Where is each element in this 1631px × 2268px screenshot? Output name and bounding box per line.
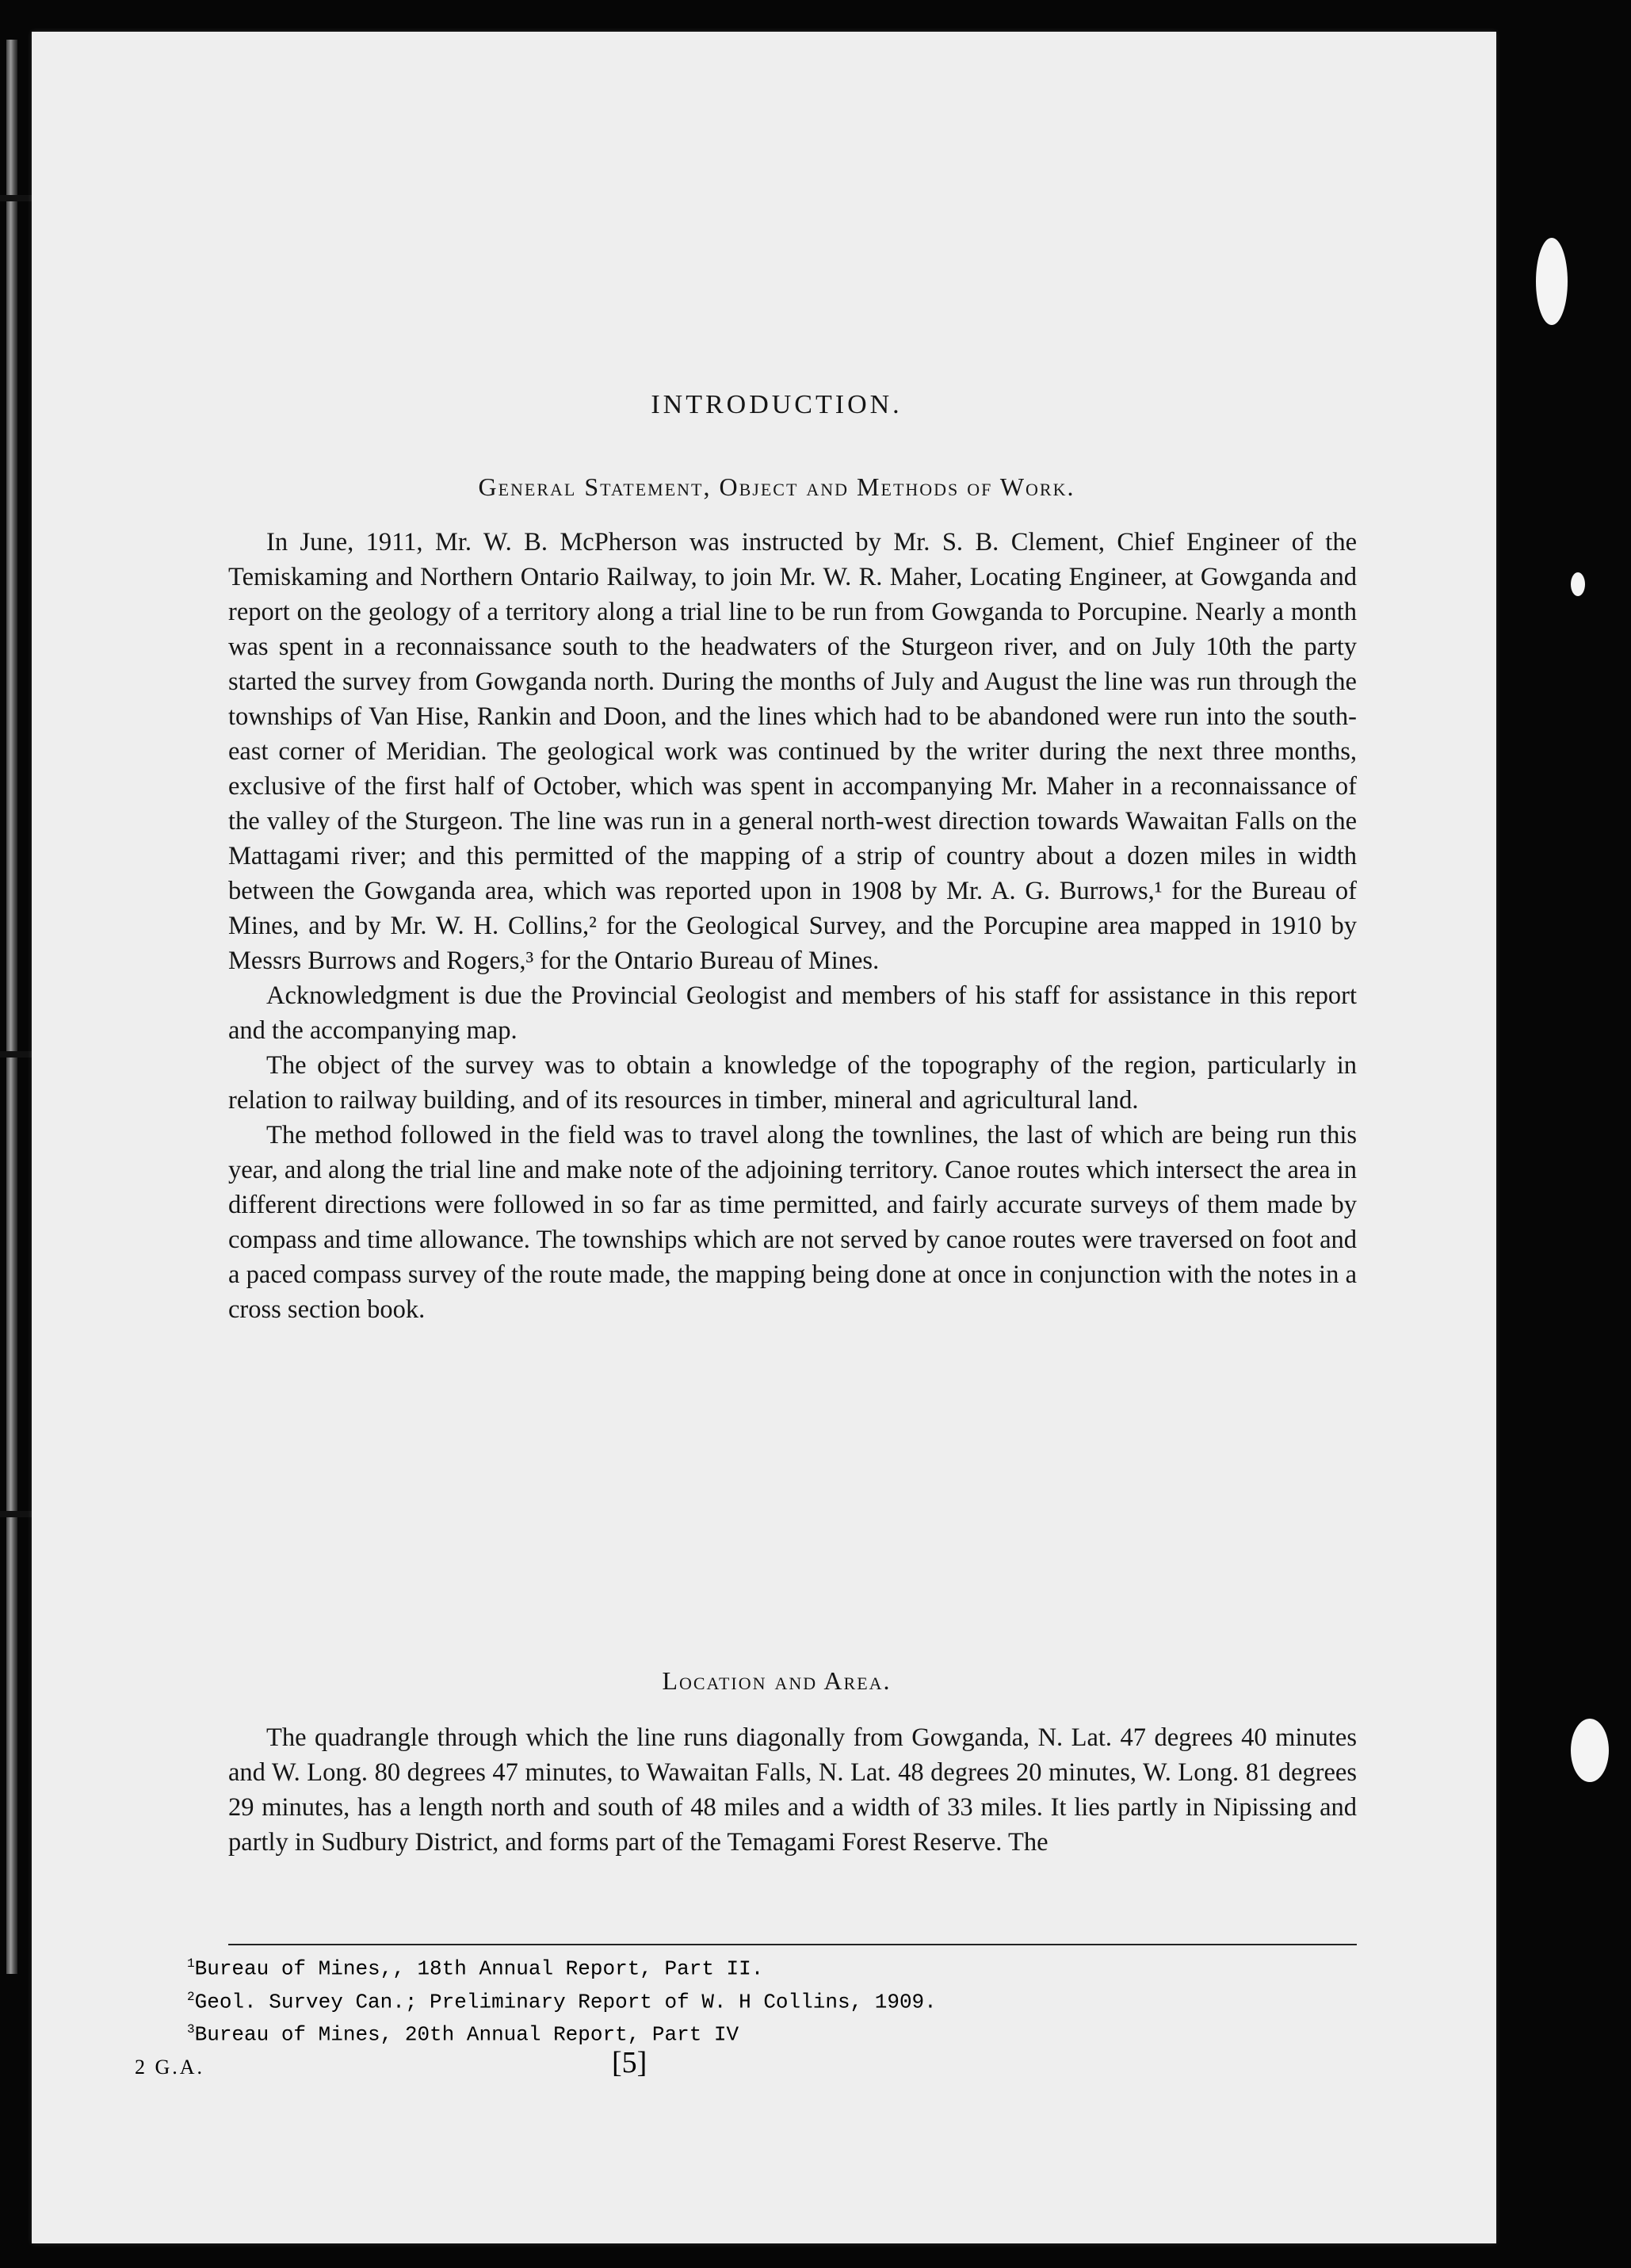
paper-speck xyxy=(1571,1719,1609,1782)
binding-clip xyxy=(0,1511,32,1517)
footnote-text: Bureau of Mines,, 18th Annual Report, Part II. xyxy=(194,1956,764,1981)
footnote-mark: 2 xyxy=(187,1989,195,2004)
footnotes xyxy=(187,1950,1138,2049)
paper-speck xyxy=(1571,572,1585,596)
section-heading-general-statement: General Statement, Object and Methods of Work. xyxy=(478,472,1075,501)
paragraph: In June, 1911, Mr. W. B. McPherson was instructed by Mr. S. B. Clement, Chief Engineer of the Temiskaming and Northern Ontario Railway, to join Mr. W. R. Maher, Locating Engineer, at Gowganda and report on the geology of a territory along a trial line to be run from Gowganda to Porcupine. Nearly a month was spent in a reconnaissance south to the headwaters of the Sturgeon river, and on July 10th the party started the survey from Gowganda north. During the months of July and August the line was run through the townships of Van Hise, Rankin and Doon, and the lines which had to be abandoned were run into the south-east corner of Meridian. The geological work was continued by the writer during the next three months, exclusive of the first half of October, which was spent in accompanying Mr. Maher in a reconnaissance of the valley of the Sturgeon. The line was run in a general north-west direction towards Wawaitan Falls on the Mattagami river; and this permitted of the mapping of a strip of country about a dozen miles in width between the Gowganda area, which was reported upon in 1908 by Mr. A. G. Burrows,¹ for the Bureau of Mines, and by Mr. W. H. Collins,² for the Geological Survey, and the Porcupine area mapped in 1910 by Messrs Burrows and Rogers,³ for the Ontario Bureau of Mines. xyxy=(228,528,1357,975)
page-number: [5] xyxy=(612,2046,647,2079)
binding-clip xyxy=(0,1051,32,1058)
page-binding-edge xyxy=(6,40,17,1974)
section-body-location-and-area xyxy=(228,1720,1357,1860)
footnote xyxy=(187,2016,1138,2049)
footnote-mark: 1 xyxy=(187,1956,195,1971)
footnote-text: Bureau of Mines, 20th Annual Report, Part IV xyxy=(194,2022,739,2047)
footnote xyxy=(187,1950,1138,1983)
footnote-divider xyxy=(228,1944,1357,1945)
document-page xyxy=(32,32,1496,2243)
paragraph: The quadrangle through which the line runs diagonally from Gowganda, N. Lat. 47 degrees 40 minutes and W. Long. 80 degrees 47 minutes, to Wawaitan Falls, N. Lat. 48 degrees 20 minutes, W. Long. 81 degrees 29 minutes, has a length north and south of 48 miles and a width of 33 miles. It lies partly in Nipissing and partly in Sudbury District, and forms part of the Temagami Forest Reserve. The xyxy=(228,1723,1357,1857)
footnote xyxy=(187,1983,1138,2017)
paragraph: The method followed in the field was to travel along the townlines, the last of which are being run this year, and along the trial line and make note of the adjoining territory. Canoe routes which intersect the area in different directions were followed in so far as time permitted, and fairly accurate surveys of them made by compass and time allowance. The townships which are not served by canoe routes were traversed on foot and a paced compass survey of the route made, the mapping being done at once in conjunction with the notes in a cross section book. xyxy=(228,1121,1357,1324)
printer-signature: 2 G.A. xyxy=(135,2056,205,2079)
section-body-general-statement xyxy=(228,525,1357,1327)
footnote-mark: 3 xyxy=(187,2022,195,2037)
paragraph: Acknowledgment is due the Provincial Geologist and members of his staff for assistance in this report and the accompanying map. xyxy=(228,981,1357,1045)
paragraph: The object of the survey was to obtain a knowledge of the topography of the region, particularly in relation to railway building, and of its resources in timber, mineral and agricultural land. xyxy=(228,1051,1357,1115)
binding-clip xyxy=(0,195,32,201)
paper-speck xyxy=(1536,238,1568,325)
page-title: INTRODUCTION. xyxy=(651,390,903,419)
section-heading-location-and-area: Location and Area. xyxy=(662,1666,892,1695)
footnote-text: Geol. Survey Can.; Preliminary Report of W. H Collins, 1909. xyxy=(194,1990,937,2014)
